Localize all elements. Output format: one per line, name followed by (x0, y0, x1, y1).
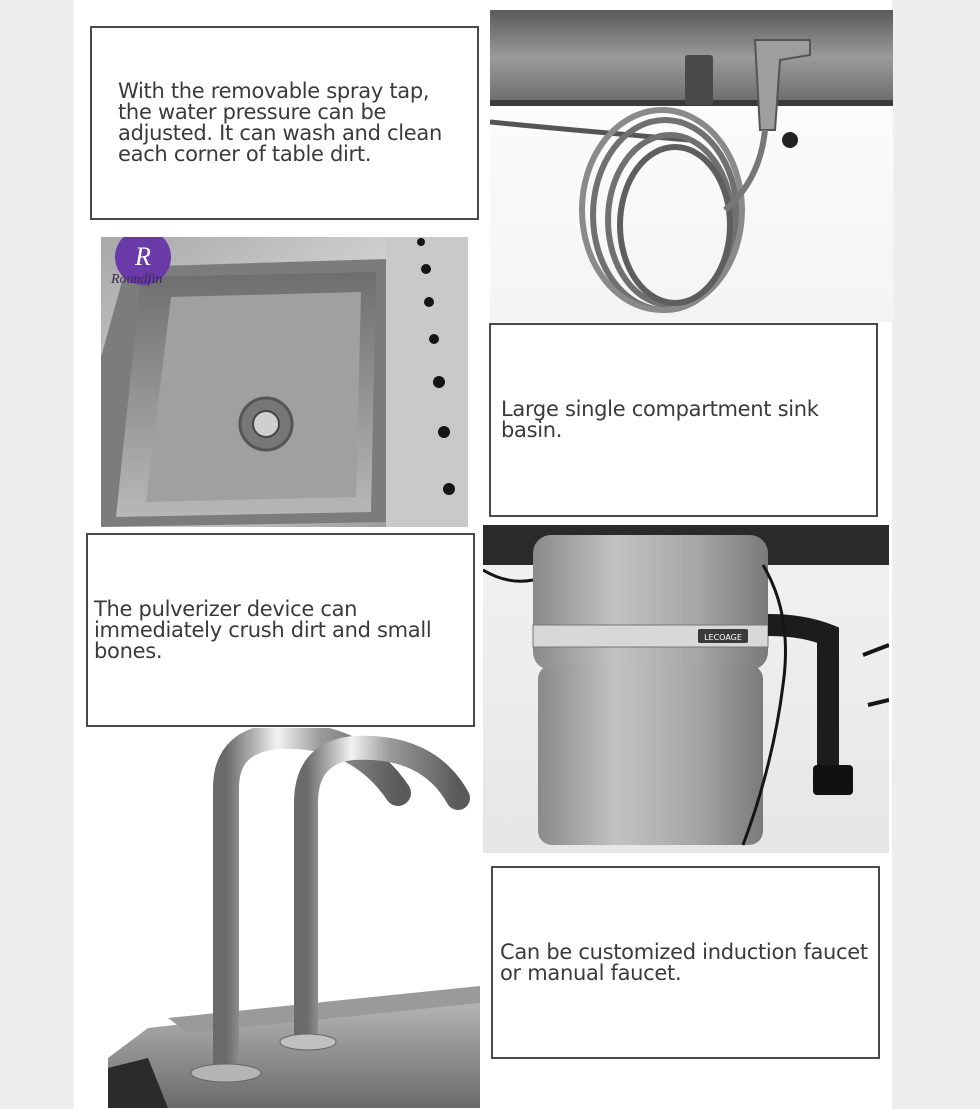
caption-box-pulverizer (86, 533, 475, 727)
pulverizer-photo (483, 525, 889, 853)
svg-text:R: R (135, 242, 151, 271)
spray-hose-photo (490, 10, 893, 322)
caption-faucet: Can be customized induction faucet or manual faucet. (500, 939, 868, 985)
caption-box-sink-basin (489, 323, 878, 517)
brand-logo-word: Roundfin (111, 272, 163, 287)
caption-spray-tap: With the removable spray tap, the water pressure can be adjusted. It can wash and clean each corner of table dirt. (118, 79, 442, 166)
svg-text:LECOAGE: LECOAGE (704, 633, 742, 642)
product-detail-page (74, 0, 892, 1109)
caption-sink-basin: Large single compartment sink basin. (501, 397, 819, 442)
faucet-photo (108, 728, 480, 1108)
caption-box-faucet (491, 866, 880, 1059)
caption-pulverizer: The pulverizer device can immediately crush dirt and small bones. (94, 596, 432, 663)
sink-basin-photo (101, 237, 468, 527)
caption-box-spray-tap (90, 26, 479, 220)
